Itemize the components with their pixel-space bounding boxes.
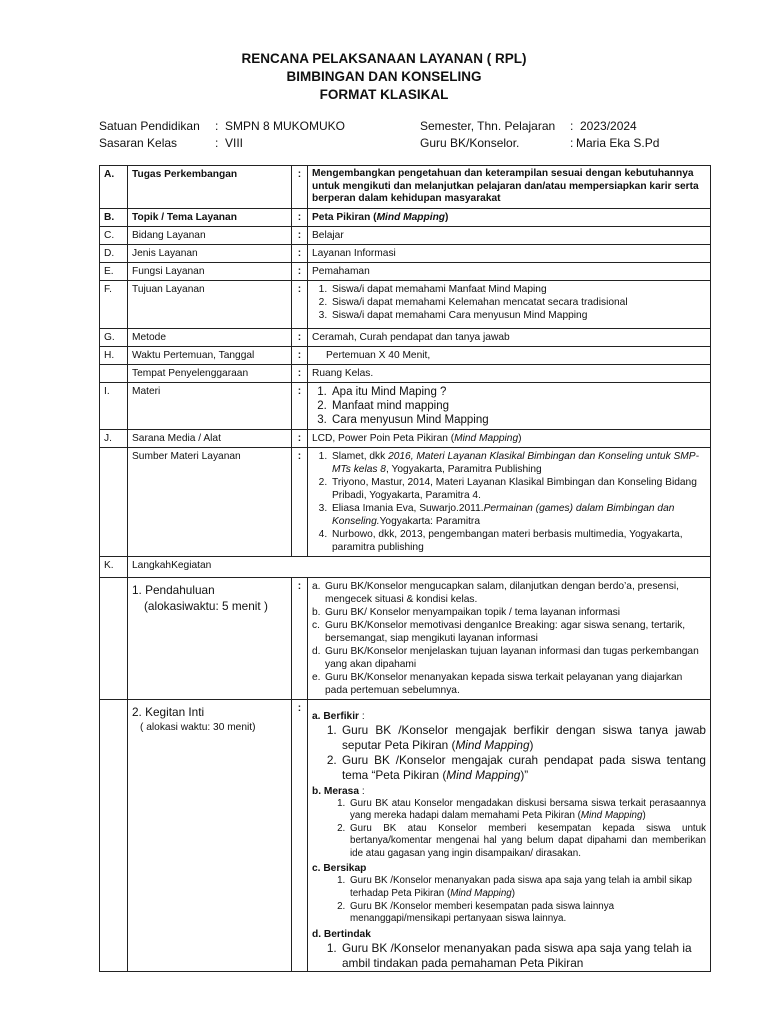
list-item: 1. Siswa/i dapat memahami Manfaat Mind Maping [330,283,706,296]
row-code [100,577,128,699]
value-text: , Yogyakarta, Paramitra Publishing [385,463,542,475]
value-text: Guru BK atau Konselor mengadakan diskusi bersama siswa terkait perasaannya yang mereka hadapi dalam memahami Peta Pikiran ( [350,797,706,822]
section-heading: d. Bertindak [312,928,371,940]
row-value: Belajar [308,226,711,244]
step-content [308,699,711,971]
row-k1 [100,577,711,699]
row-colon: : [292,244,308,262]
list-item [312,619,706,645]
title-line-2: BIMBINGAN DAN KONSELING [286,69,482,84]
step-label [128,699,292,971]
info-label: Sasaran Kelas [99,136,178,150]
row-code: E. [100,262,128,280]
row-code [100,364,128,382]
value-italic: Permainan (games) dalam Bimbingan dan Konseling. [332,502,675,527]
value-text: ) [518,432,522,444]
row-label: Topik / Tema Layanan [128,208,292,226]
list-item: 3. Siswa/i dapat memahami Cara menyusun Mind Mapping [330,309,706,322]
heading-suffix: : [359,710,365,722]
title-line-1: RENCANA PELAKSANAAN LAYANAN ( RPL) [241,51,527,66]
row-colon: : [292,166,308,209]
row-c [100,226,711,244]
row-code [100,699,128,971]
row-label: Materi [128,382,292,429]
info-value: VIII [225,136,244,150]
list-item: 3. Cara menyusun Mind Mapping [330,413,706,427]
row-colon: : [292,447,308,556]
row-value: Pemahaman [308,262,711,280]
step-title: 2. Kegitan Inti [132,704,205,719]
list-item [330,450,706,476]
title-line-3: FORMAT KLASIKAL [319,87,449,102]
tujuan-list [312,283,706,322]
row-code: G. [100,328,128,346]
row-colon: : [292,364,308,382]
row-label: Tugas Perkembangan [128,166,292,209]
info-value: SMPN 8 MUKOMUKO [225,119,346,133]
value-text: ) [529,737,534,752]
list-item: 2. Guru BK atau Konselor memberi kesempatan kepada siswa untuk bertanya/komentar mengenai hal yang belum dapat dipahami dan memberikan ide atau gagasan yang ingin disampaikan/ dirasakan. [348,823,706,861]
list-item: 2. Guru BK /Konselor memberi kesempatan pada siswa lainnya menanggapi/mensikapi pertanyaan siswa lainnya. [348,901,706,926]
value-italic: Mind Mapping [455,737,530,752]
row-label: Metode [128,328,292,346]
item-marker: a. [312,580,321,592]
row-value: Ceramah, Curah pendapat dan tanya jawab [308,328,711,346]
row-colon: : [292,262,308,280]
list-item: 2. Siswa/i dapat memahami Kelemahan mencatat secara tradisional [330,296,706,309]
item-marker: b. [312,606,321,618]
list-item [340,723,706,753]
row-colon: : [292,699,308,971]
info-label: Guru BK/Konselor. [420,136,520,150]
heading-suffix: : [359,785,365,797]
info-label: Satuan Pendidikan [99,119,200,133]
info-sep: : [215,119,219,133]
item-text: Guru BK/Konselor menanyakan kepada siswa terkait pelayanan yang diajarkan pada pertemuan sebelumnya. [325,671,683,696]
row-label: Bidang Layanan [128,226,292,244]
step-time: ( alokasi waktu: 30 menit) [140,721,256,733]
row-colon: : [292,577,308,699]
item-text: Guru BK/Konselor memotivasi denganIce Breaking: agar siswa senang, tertarik, bersemangat, siap mengikuti layanan informasi [325,619,686,644]
row-f [100,280,711,328]
item-text: Guru BK/Konselor mengucapkan salam, dilanjutkan dengan berdo’a, presensi, mengecek situasi & kondisi kelas. [325,580,679,605]
row-colon: : [292,346,308,364]
row-code: K. [100,556,128,577]
value-text: LCD, Power Poin Peta Pikiran ( [312,432,455,444]
row-value [308,208,711,226]
row-value [308,280,711,328]
info-value: 2023/2024 [580,119,637,133]
item-text: Guru BK/ Konselor menyampaikan topik / tema layanan informasi [325,606,621,618]
row-h2 [100,364,711,382]
row-code: B. [100,208,128,226]
row-code: F. [100,280,128,328]
value-text: ) [642,810,646,822]
row-label: Tempat Penyelenggaraan [128,364,292,382]
value-text: Eliasa Imania Eva, Suwarjo.2011. [332,502,484,514]
rpl-table [99,165,711,972]
value-italic: Mind Mapping [376,211,446,223]
value-text: Peta Pikiran ( [312,211,377,223]
row-label: LangkahKegiatan [128,556,711,577]
info-label: Semester, Thn. Pelajaran [420,119,556,133]
value-text: Guru BK /Konselor mengajak berfikir dengan siswa tanya jawab seputar Peta Pikiran ( [342,722,706,752]
value-text: )” [520,767,529,782]
item-marker: c. [312,619,320,631]
row-value: Pertemuan X 40 Menit, [308,346,711,364]
document-title [0,50,768,104]
list-item [312,671,706,697]
row-code: H. [100,346,128,364]
step-label [128,577,292,699]
row-j [100,429,711,447]
list-item [330,502,706,528]
value-italic: Mind Mapping [580,810,643,822]
row-colon: : [292,280,308,328]
row-label: Waktu Pertemuan, Tanggal [128,346,292,364]
row-value: Layanan Informasi [308,244,711,262]
row-value: Mengembangkan pengetahuan dan keterampilan sesuai dengan kebutuhannya untuk mengikuti dan melanjutkan pelajaran dan/atau mempersiapkan karir serta berperan dalam kehidupan masyarakat [308,166,711,209]
step-title: 1. Pendahuluan [132,582,215,597]
row-value [308,382,711,429]
list-item: 1. Guru BK /Konselor menanyakan pada siswa apa saja yang telah ia ambil tindakan pada pemahaman Peta Pikiran [340,941,706,971]
row-d [100,244,711,262]
row-h [100,346,711,364]
list-item: 4. Nurbowo, dkk, 2013, pengembangan materi berbasis multimedia, Yogyakarta, paramitra publishing [330,528,706,554]
row-code: J. [100,429,128,447]
row-g [100,328,711,346]
row-code: A. [100,166,128,209]
info-left [99,118,345,152]
list-item [348,875,706,900]
row-colon: : [292,208,308,226]
materi-list [312,385,706,427]
info-sep: : [570,136,574,150]
value-italic: Mind Mapping [446,767,521,782]
value-text: ) [511,888,516,900]
row-label: Sumber Materi Layanan [128,447,292,556]
list-item [340,753,706,783]
heading-text: b. Merasa [312,785,359,797]
value-text: ) [445,211,449,223]
heading-text: a. Berfikir [312,710,359,722]
info-right [420,118,659,152]
item-marker: e. [312,671,321,683]
row-value [308,447,711,556]
value-text: Slamet, dkk [332,450,389,462]
info-value: Maria Eka S.Pd [576,136,660,150]
info-sep: : [215,136,219,150]
row-colon: : [292,382,308,429]
row-label: Jenis Layanan [128,244,292,262]
row-colon: : [292,328,308,346]
bersikap-list [312,875,706,925]
list-item: 2. Triyono, Mastur, 2014, Materi Layanan Klasikal Bimbingan dan Konseling Bidang Pribadi, Yogyakarta, Paramitra 4. [330,476,706,502]
list-item [312,580,706,606]
row-value: Ruang Kelas. [308,364,711,382]
row-e [100,262,711,280]
list-item [312,606,706,619]
sumber-list [312,450,706,554]
row-j2 [100,447,711,556]
row-code [100,447,128,556]
value-text: Guru BK /Konselor menanyakan pada siswa apa saja yang telah ia ambil sikap terhadap Peta Pikiran ( [350,875,693,900]
value-text: Yogyakarta: Paramitra [379,515,480,527]
value-text: Guru BK /Konselor mengajak curah pendapat pada siswa tentang tema “Peta Pikiran ( [342,752,706,782]
row-k2 [100,699,711,971]
row-a [100,166,711,209]
row-k [100,556,711,577]
section-heading [312,785,706,798]
section-heading [312,710,706,723]
step-content [308,577,711,699]
row-i [100,382,711,429]
row-label: Sarana Media / Alat [128,429,292,447]
bertindak-list [312,941,706,971]
row-code: I. [100,382,128,429]
row-colon: : [292,226,308,244]
info-sep: : [570,119,574,133]
step-time: (alokasiwaktu: 5 menit ) [144,598,268,613]
row-code: D. [100,244,128,262]
list-item [312,645,706,671]
row-b [100,208,711,226]
merasa-list [312,798,706,861]
item-marker: d. [312,645,321,657]
row-colon: : [292,429,308,447]
list-item: 1. Apa itu Mind Maping ? [330,385,706,399]
item-text: Guru BK/Konselor menjelaskan tujuan layanan informasi dan tugas perkembangan yang akan dipahami [325,645,699,670]
list-item [348,798,706,823]
value-italic: Mind Mapping [454,432,519,444]
berfikir-list [312,723,706,783]
row-label: Fungsi Layanan [128,262,292,280]
row-label: Tujuan Layanan [128,280,292,328]
section-heading: c. Bersikap [312,863,367,875]
row-value [308,429,711,447]
row-code: C. [100,226,128,244]
value-italic: Mind Mapping [450,888,512,900]
list-item: 2. Manfaat mind mapping [330,399,706,413]
value-italic: 2016, Materi Layanan Klasikal Bimbingan dan Konseling untuk SMP-MTs kelas 8 [332,450,699,475]
